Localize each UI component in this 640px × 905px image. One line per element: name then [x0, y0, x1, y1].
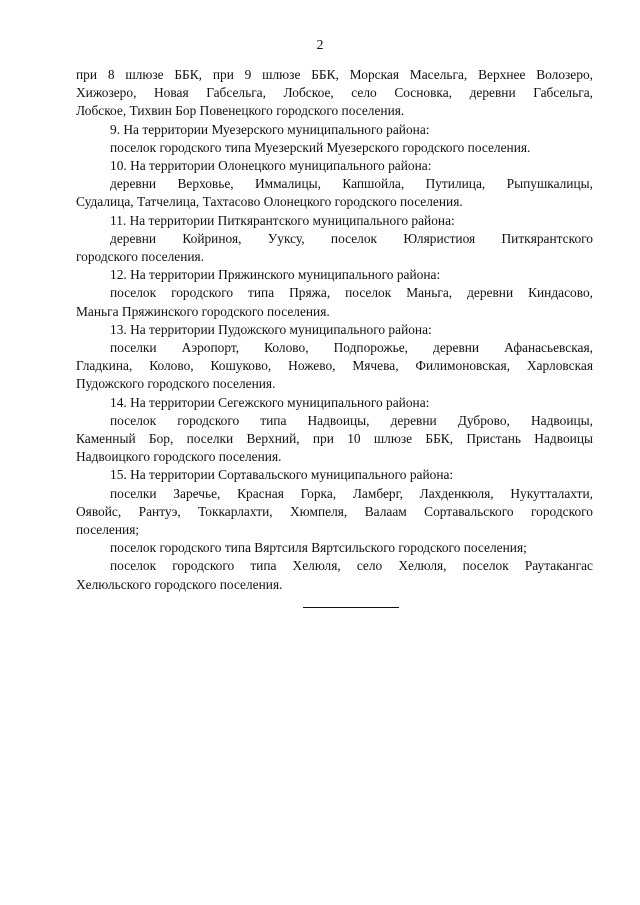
text-line: Гладкина, Колово, Кошуково, Ножево, Мячева, Филимоновская, Харловская	[76, 358, 593, 374]
text-line: Оявойс, Рантуэ, Токкарлахти, Хюмпеля, Валаам Сортавальского городского	[76, 503, 593, 519]
paragraph	[76, 394, 593, 412]
paragraph	[76, 212, 593, 230]
text-line: поселки Аэропорт, Колово, Подпорожье, деревни Афанасьевская,	[110, 340, 593, 356]
paragraph	[76, 485, 593, 540]
text-line: 12. На территории Пряжинского муниципального района:	[110, 267, 441, 283]
text-line: поселки Заречье, Красная Горка, Ламберг, Лахденкюля, Нукутталахти,	[110, 485, 593, 501]
paragraph	[76, 175, 593, 211]
text-line: Маньга Пряжинского городского поселения.	[76, 303, 330, 319]
text-line: поселок городского типа Надвоицы, деревни Дуброво, Надвоицы,	[110, 412, 593, 428]
page-number: 2	[316, 38, 324, 53]
paragraph	[76, 66, 593, 121]
document-body	[76, 66, 593, 594]
text-line: Каменный Бор, поселки Верхний, при 10 шлюзе ББК, Пристань Надвоицы	[76, 431, 593, 447]
text-line: деревни Верховье, Иммалицы, Капшойла, Путилица, Рыпушкалицы,	[110, 176, 593, 192]
paragraph	[76, 321, 593, 339]
text-line: поселок городского типа Пряжа, поселок Маньга, деревни Киндасово,	[110, 285, 593, 301]
paragraph	[76, 157, 593, 175]
paragraph	[76, 539, 593, 557]
text-line: поселения;	[76, 522, 140, 538]
text-line: Лобское, Тихвин Бор Повенецкого городского поселения.	[76, 103, 405, 119]
paragraph	[76, 339, 593, 394]
paragraph	[76, 412, 593, 467]
text-line: 14. На территории Сегежского муниципального района:	[110, 394, 430, 410]
paragraph	[76, 230, 593, 266]
paragraph	[76, 557, 593, 593]
text-line: Пудожского городского поселения.	[76, 376, 276, 392]
text-line: городского поселения.	[76, 249, 205, 265]
text-line: Судалица, Татчелица, Тахтасово Олонецкого городского поселения.	[76, 194, 463, 210]
text-line: при 8 шлюзе ББК, при 9 шлюзе ББК, Морская Масельга, Верхнее Волозеро,	[76, 67, 593, 82]
text-line: 10. На территории Олонецкого муниципального района:	[110, 158, 432, 174]
text-line: Хелюльского городского поселения.	[76, 576, 283, 592]
text-line: поселок городского типа Вяртсиля Вяртсильского городского поселения;	[110, 540, 527, 556]
text-line: поселок городского типа Хелюля, село Хелюля, поселок Раутакангас	[110, 558, 593, 574]
text-line: деревни Койриноя, Ууксу, поселок Юляристиоя Питкярантского	[110, 230, 593, 246]
text-line: 15. На территории Сортавальского муниципального района:	[110, 467, 454, 483]
text-line: Хижозеро, Новая Габсельга, Лобское, село Сосновка, деревни Габсельга,	[76, 85, 593, 101]
text-line: поселок городского типа Муезерский Муезерского городского поселения.	[110, 139, 531, 155]
closing-rule	[303, 607, 399, 608]
paragraph	[76, 266, 593, 284]
paragraph	[76, 284, 593, 320]
text-line: 13. На территории Пудожского муниципального района:	[110, 321, 432, 337]
paragraph	[76, 139, 593, 157]
text-line: 9. На территории Муезерского муниципального района:	[110, 121, 430, 137]
text-line: 11. На территории Питкярантского муниципального района:	[110, 212, 455, 228]
paragraph	[76, 121, 593, 139]
paragraph	[76, 466, 593, 484]
text-line: Надвоицкого городского поселения.	[76, 449, 282, 465]
